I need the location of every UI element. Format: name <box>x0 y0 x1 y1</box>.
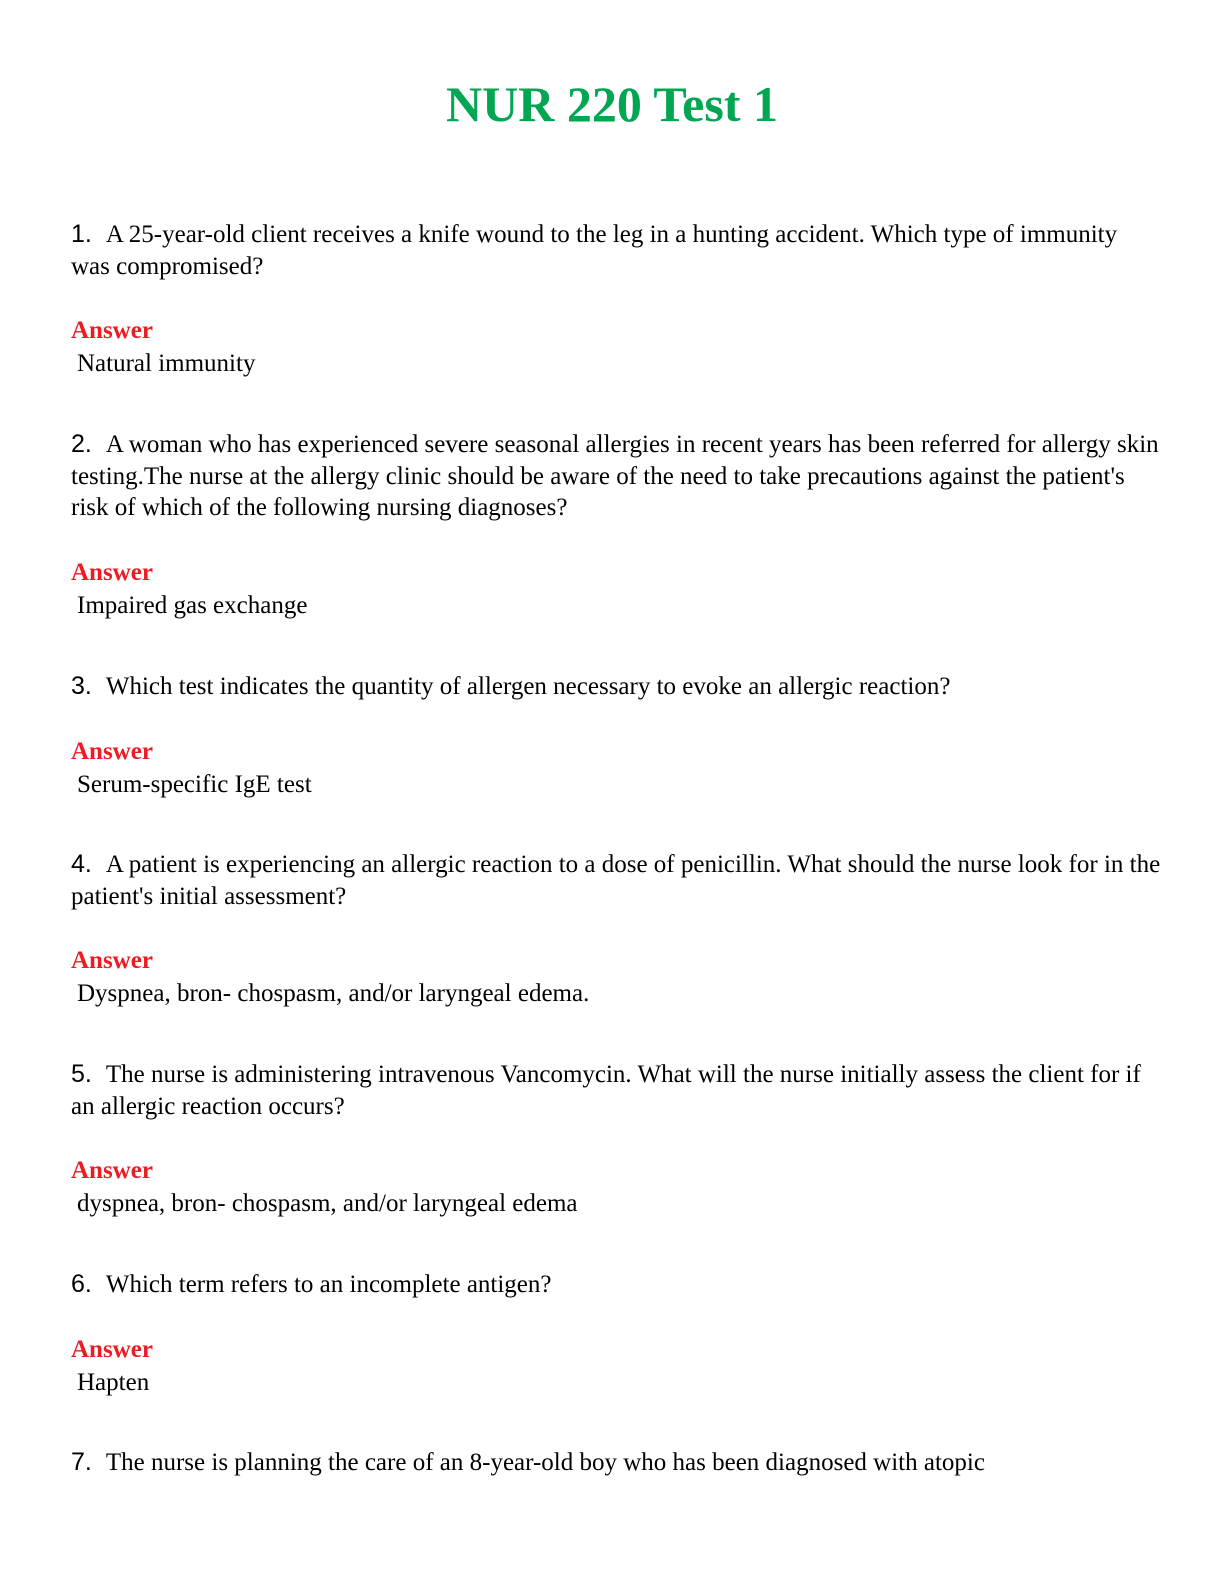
question-block-3 <box>71 671 1161 801</box>
question-text: 3. Which test indicates the quantity of allergen necessary to evoke an allergic reaction? <box>71 672 951 700</box>
question-block-7 <box>71 1447 1161 1479</box>
question-number: 3 <box>71 672 85 700</box>
answer-label: Answer <box>71 947 153 974</box>
question-text: 5. The nurse is administering intravenous Vancomycin. What will the nurse initially assess the client for if an allergic reaction occurs? <box>71 1060 1141 1120</box>
question-text: 2. A woman who has experienced severe seasonal allergies in recent years has been referred for allergy skin testing.The nurse at the allergy clinic should be aware of the need to take precautions against the patient's risk of which of the following nursing diagnoses? <box>71 430 1159 521</box>
question-number: 4 <box>71 850 85 878</box>
question-block-4 <box>71 849 1161 1010</box>
question-text: 1. A 25-year-old client receives a knife wound to the leg in a hunting accident. Which type of immunity was compromised? <box>71 220 1118 280</box>
question-body: A woman who has experienced severe seasonal allergies in recent years has been referred for allergy skin testing.The nurse at the allergy clinic should be aware of the need to take precautions against the patient's risk of which of the following nursing diagnoses? <box>71 431 1159 521</box>
answer-label: Answer <box>71 1157 153 1184</box>
page-title: NUR 220 Test 1 <box>446 76 778 132</box>
answer-text: Hapten <box>77 1368 150 1396</box>
answer-text: Natural immunity <box>77 350 256 377</box>
question-text: 7. The nurse is planning the care of an 8-year-old boy who has been diagnosed with atopic <box>71 1448 985 1476</box>
answer-text: Dyspnea, bron- chospasm, and/or laryngeal edema. <box>77 980 590 1007</box>
answer-label: Answer <box>71 558 153 586</box>
answer-label: Answer <box>71 317 153 344</box>
question-body: Which term refers to an incomplete antigen? <box>105 1271 552 1298</box>
answer-text: dyspnea, bron- chospasm, and/or laryngeal edema <box>77 1190 578 1217</box>
question-body: The nurse is administering intravenous Vancomycin. What will the nurse initially assess the client for if an allergic reaction occurs? <box>71 1061 1141 1120</box>
question-body: A patient is experiencing an allergic reaction to a dose of penicillin. What should the nurse look for in the patient's initial assessment? <box>71 851 1161 910</box>
question-number: 6 <box>71 1270 85 1298</box>
answer-label: Answer <box>71 737 153 765</box>
question-block-6 <box>71 1269 1161 1399</box>
question-number: 1 <box>71 220 85 248</box>
question-body: A 25-year-old client receives a knife wound to the leg in a hunting accident. Which type of immunity was compromised? <box>71 221 1118 280</box>
answer-text: Serum-specific IgE test <box>77 770 312 798</box>
question-number: 7 <box>71 1448 85 1476</box>
answer-text: Impaired gas exchange <box>77 591 308 619</box>
question-number: 2 <box>71 430 85 458</box>
question-block-2 <box>71 429 1161 622</box>
question-text: 4. A patient is experiencing an allergic reaction to a dose of penicillin. What should the nurse look for in the patient's initial assessment? <box>71 850 1161 910</box>
question-body: Which test indicates the quantity of allergen necessary to evoke an allergic reaction? <box>105 673 951 700</box>
question-number: 5 <box>71 1060 85 1088</box>
question-block-1 <box>71 219 1161 380</box>
question-text: 6. Which term refers to an incomplete antigen? <box>71 1270 552 1298</box>
question-block-5 <box>71 1059 1161 1220</box>
question-body: The nurse is planning the care of an 8-year-old boy who has been diagnosed with atopic <box>105 1449 985 1476</box>
answer-label: Answer <box>71 1335 153 1363</box>
